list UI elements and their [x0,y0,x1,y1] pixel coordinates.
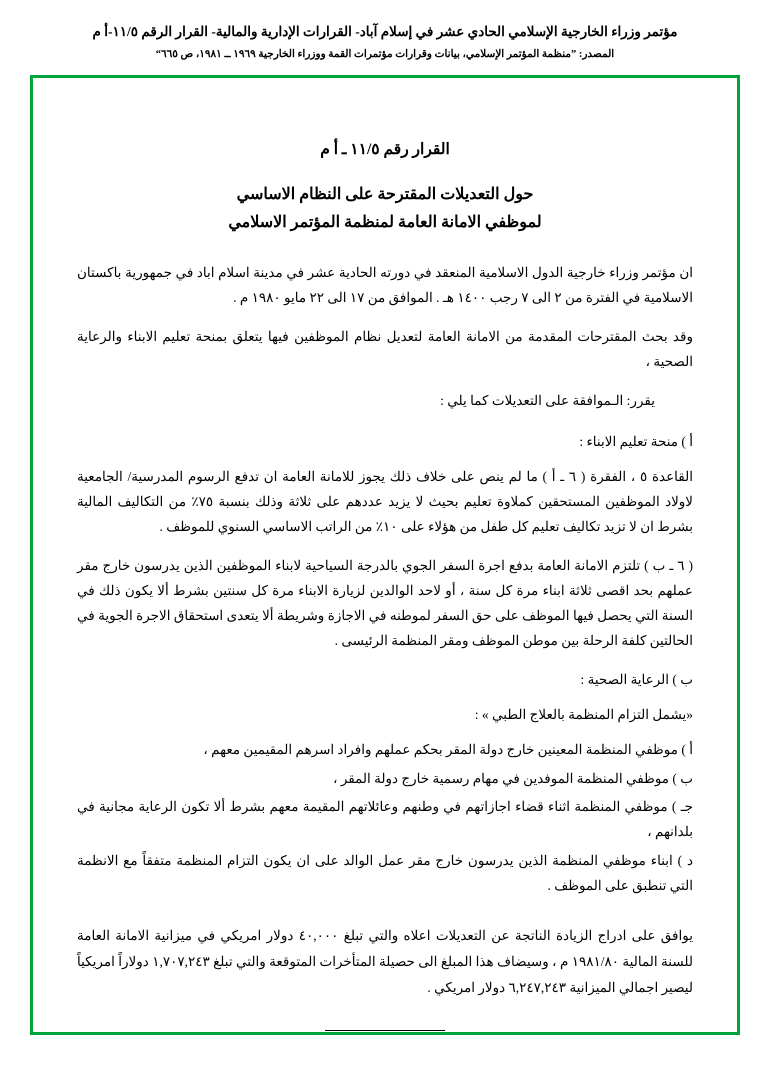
decree-title-line-1: حول التعديلات المقترحة على النظام الاساسي [236,186,534,203]
preamble-paragraph: وقد بحث المقترحات المقدمة من الامانة العامة لتعديل نظام الموظفين فيها يتعلق بمنحة تعليم الابناء والرعاية الصحية ، [77,328,693,369]
conference-title: مؤتمر وزراء الخارجية الإسلامي الحادي عشر في إسلام آباد- القرارات الإدارية والمالية- القرار الرقم ١١/٥-أ م [92,24,678,39]
decree-title-line-2: لموظفي الامانة العامة لمنظمة المؤتمر الاسلامي [228,214,542,231]
intro-paragraph: ان مؤتمر وزراء خارجية الدول الاسلامية المنعقد في دورته الحادية عشر في مدينة اسلام اباد في جمهورية باكستان الاسلامية في الفترة من ٢ الى ٧ رجب ١٤٠٠ هـ . الموافق من ١٧ الى ٢٢ مايو ١٩٨٠ م . [77,265,693,305]
list-item: ب ) موظفي المنظمة الموفدين في مهام رسمية خارج دولة المقر ، [333,770,693,786]
decree-title [77,181,693,237]
decree-number: القرار رقم ١١/٥ ـ أ م [320,141,450,158]
resolves-line: يقرر: الـموافقة على التعديلات كما يلي : [440,392,655,408]
section-a-label: أ ) منحة تعليم الابناء : [579,433,693,449]
end-divider [325,1030,445,1031]
list-item: جـ ) موظفي المنظمة اثناء قضاء اجازاتهم في وطنهم وعائلاتهم المقيمة معهم بشرط ألا تكون الرعاية مجانية في بلدانهم ، [77,799,693,840]
budget-paragraph: يوافق على ادراج الزيادة الناتجة عن التعديلات اعلاه والتي تبلغ ٤٠,٠٠٠ دولار امريكي في ميزانية الامانة العامة للسنة المالية ١٩٨١/٨٠ م ، وسيضاف هذا المبلغ الى حصيلة المتأخرات المتوقعة والتي تبلغ ١,٧٠٧,٢٤٣ دولاراً امريكياً ليصير اجمالي الميزانية ٦,٢٤٧,٢٤٣ دولار امريكي . [77,928,693,995]
section-a-rule-6: ( ٦ ـ ب ) تلتزم الامانة العامة بدفع اجرة السفر الجوي بالدرجة السياحية لابناء الموظفين الذين يدرسون خارج مقر عملهم بحد اقصى ثلاثة ابناء مرة كل سنة ، أو لاحد الوالدين لزيارة الابناء مرة كل سنتين بشرط ألا يكون ذلك في السنة التي يحصل فيها الموظف على حق السفر لموطنه في الاجازة وشريطة ألا يتعدى استحقاق الاجرة الجوية في الحالتين كلفة الرحلة بين موطن الموظف ومقر المنظمة الرئيسى . [77,557,693,648]
section-b-label: ب ) الرعاية الصحية : [580,671,693,687]
source-citation: المصدر: ”منظمة المؤتمر الإسلامي، بيانات وقرارات مؤتمرات القمة ووزراء الخارجية ١٩٦٩ ــ ١٩٨١، ص ٦٦٥“ [155,49,615,61]
list-item: د ) ابناء موظفي المنظمة الذين يدرسون خارج مقر عمل الوالد على ان يكون التزام المنظمة متفقاً مع الانظمة التي تنطبق على الموظف . [77,853,693,894]
section-b-quote: «يشمل التزام المنظمة بالعلاج الطبي » : [474,706,693,722]
section-a-rule-5: القاعدة ٥ ، الفقرة ( ٦ ـ أ ) ما لم ينص على خلاف ذلك يجوز للامانة العامة ان تدفع الرسوم المدرسية/ الجامعية لاولاد الموظفين المستحقين كملاوة تعليم بحيث لا يزيد عددهم على ثلاثة وذلك بنسبة ٧٥٪ من التكاليف المالية بشرط ان لا تزيد تكاليف تعليم كل طفل من هؤلاء على ١٠٪ من الراتب الاساسي السنوي للموظف . [77,468,694,534]
document-header [30,22,740,63]
green-bordered-content-frame [30,75,740,1035]
list-item: أ ) موظفي المنظمة المعينين خارج دولة المقر بحكم عملهم وافراد اسرهم المقيمين معهم ، [203,741,693,757]
